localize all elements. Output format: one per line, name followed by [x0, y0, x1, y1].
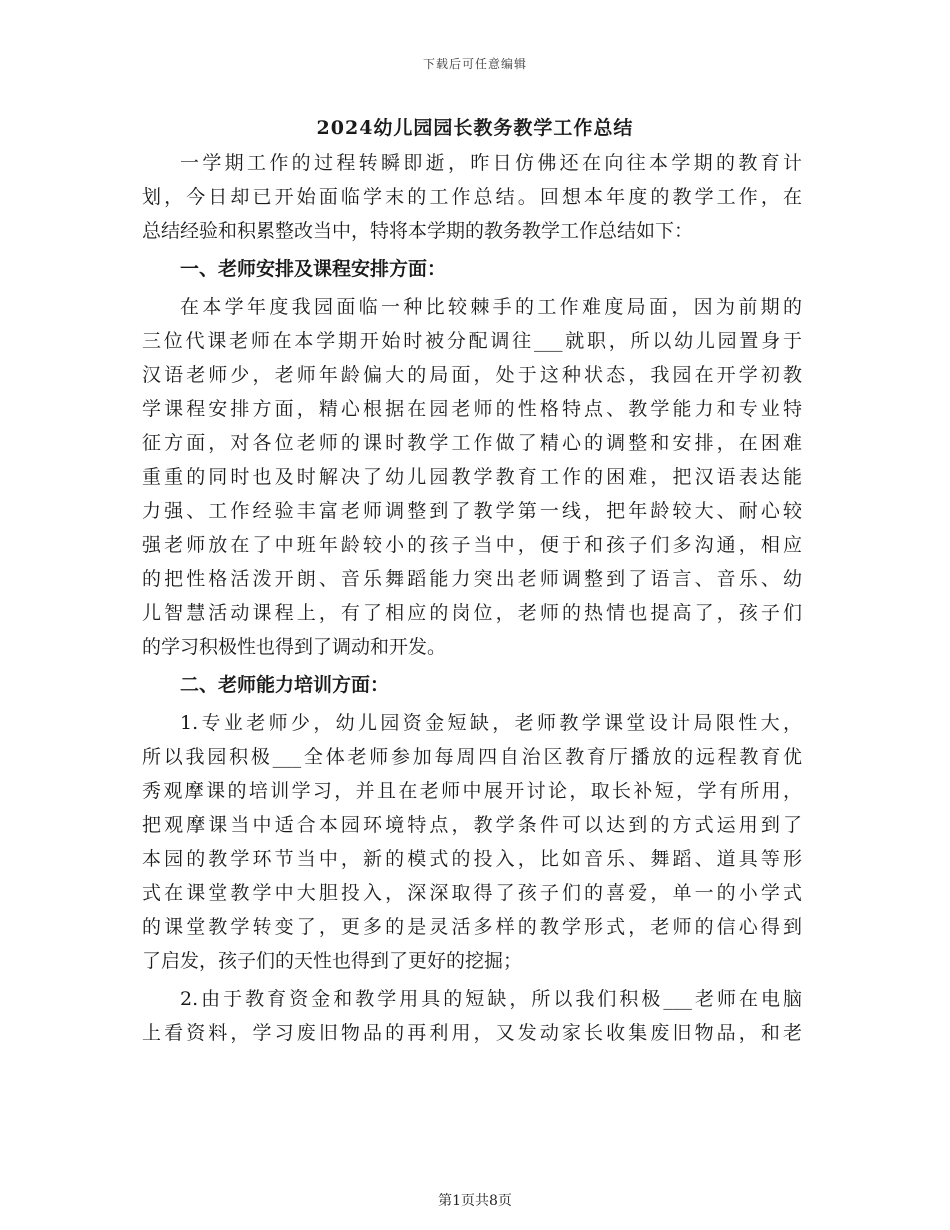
section2-item1-line: 式在课堂教学中大胆投入，深深取得了孩子们的喜爱，单一的小学式	[142, 882, 802, 904]
section1-line: 在本学年度我园面临一种比较棘手的工作难度局面，因为前期的	[180, 296, 802, 318]
section1-line: 重重的同时也及时解决了幼儿园教学教育工作的困难，把汉语表达能	[142, 466, 802, 488]
page-footer: 第1页共8页	[438, 1193, 512, 1209]
section1-line: 学课程安排方面，精心根据在园老师的性格特点、教学能力和专业特	[142, 398, 802, 420]
document-body	[142, 146, 802, 1050]
section1-line: 征方面，对各位老师的课时教学工作做了精心的调整和安排，在困难	[142, 432, 802, 454]
section2-item2-line: 上看资料，学习废旧物品的再利用，又发动家长收集废旧物品，和老	[142, 1022, 802, 1044]
section2-item1-line: 的课堂教学转变了，更多的是灵活多样的教学形式，老师的信心得到	[142, 916, 802, 938]
section1-line: 的学习积极性也得到了调动和开发。	[142, 636, 447, 658]
section2-item1-line: 了启发，孩子们的天性也得到了更好的挖掘；	[142, 950, 523, 972]
header-note: 下载后可任意编辑	[422, 57, 527, 71]
section2-item1-line: 1.专业老师少，幼儿园资金短缺，老师教学课堂设计局限性大，	[180, 712, 802, 734]
section2-item1-line: 秀观摩课的培训学习，并且在老师中展开讨论，取长补短，学有所用，	[142, 780, 802, 802]
section1-line: 强老师放在了中班年龄较小的孩子当中，便于和孩子们多沟通，相应	[142, 534, 802, 556]
intro-line: 划，今日却已开始面临学末的工作总结。回想本年度的教学工作，在	[142, 186, 802, 208]
intro-line: 总结经验和积累整改当中，特将本学期的教务教学工作总结如下：	[142, 220, 694, 242]
section2-heading: 二、老师能力培训方面：	[180, 674, 390, 696]
section2-item1-line: 把观摩课当中适合本园环境特点，教学条件可以达到的方式运用到了	[142, 814, 802, 836]
intro-line: 一学期工作的过程转瞬即逝，昨日仿佛还在向往本学期的教育计	[180, 152, 802, 174]
section1-line: 儿智慧活动课程上，有了相应的岗位，老师的热情也提高了，孩子们	[142, 602, 802, 624]
section1-heading: 一、老师安排及课程安排方面：	[180, 258, 447, 280]
section1-line: 三位代课老师在本学期开始时被分配调往___就职，所以幼儿园置身于	[142, 330, 802, 352]
section2-item2-line: 2.由于教育资金和教学用具的短缺，所以我们积极___老师在电脑	[180, 988, 802, 1010]
section1-line: 的把性格活泼开朗、音乐舞蹈能力突出老师调整到了语言、音乐、幼	[142, 568, 802, 590]
section2-item1-line: 所以我园积极___全体老师参加每周四自治区教育厅播放的远程教育优	[142, 746, 802, 768]
section2-item1-line: 本园的教学环节当中，新的模式的投入，比如音乐、舞蹈、道具等形	[142, 848, 802, 870]
section1-line: 力强、工作经验丰富老师调整到了教学第一线，把年龄较大、耐心较	[142, 500, 802, 522]
section1-line: 汉语老师少，老师年龄偏大的局面，处于这种状态，我园在开学初教	[142, 364, 802, 386]
document-title: 2024幼儿园园长教务教学工作总结	[316, 117, 634, 139]
